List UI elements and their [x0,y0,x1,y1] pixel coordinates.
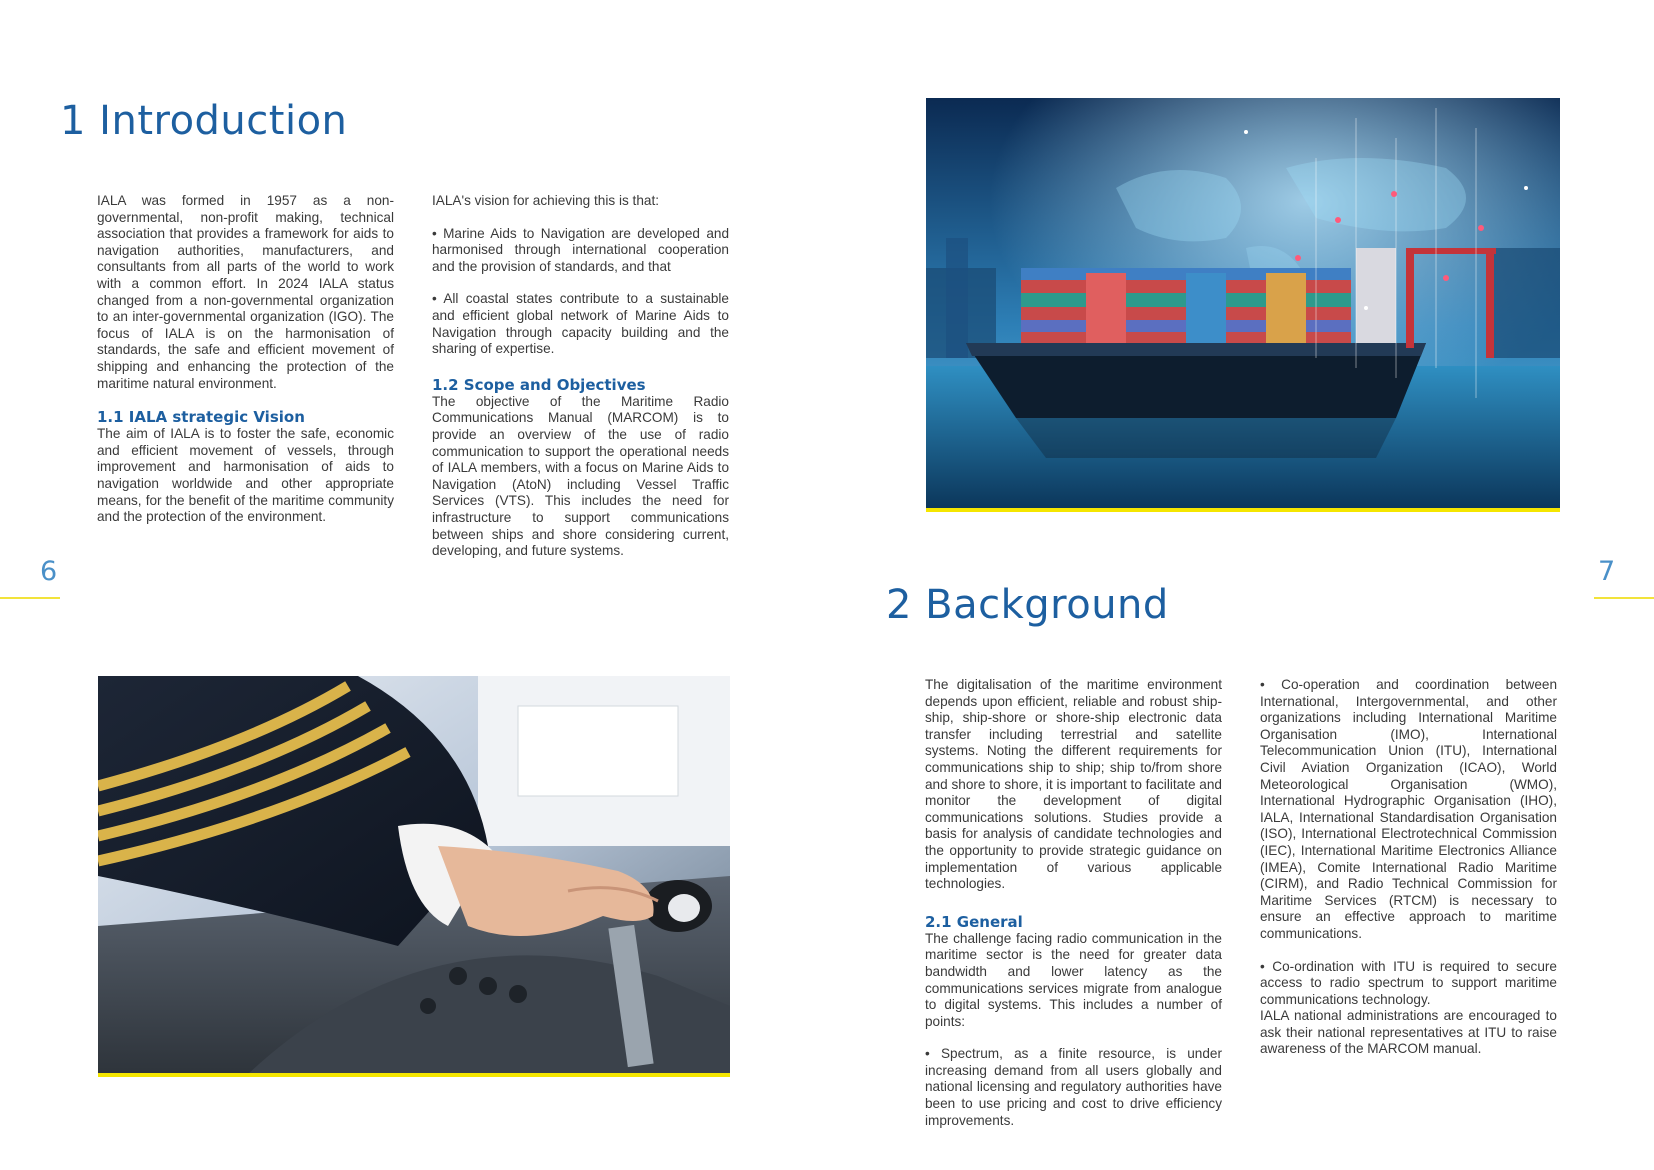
page-title-introduction: 1 Introduction [60,98,348,144]
page-number-rule-left [0,597,60,599]
section-body-1-1: The aim of IALA is to foster the safe, economic and efficient movement of vessels, through improvement and harmonisation of aids to navigation worldwide and other appropriate means, for the benefit of the maritime community and the protection of the environment. [97,426,394,525]
photo-accent-bar [926,508,1560,512]
vision-bullet: • Marine Aids to Navigation are developed and harmonised through international cooperation and the provision of standards, and that [432,225,729,274]
background-intro: The digitalisation of the maritime environment depends upon efficient, reliable and robust ship-ship, ship-shore or shore-ship electronic data transfer including terrestrial and satellite systems. Noting the different requirements for communications ship to ship; ship to/from shore and shore to shore, it is important to facilitate and monitor the development of digital communications solutions. Studies provide a basis for analysis of candidate technologies and the opportunity to provide strategic guidance on implementation of various applicable technologies. [925,677,1222,892]
section-body-1-2: The objective of the Maritime Radio Communications Manual (MARCOM) is to provide an overview of the use of radio communication to support the operational needs of IALA members, with a focus on Marine Aids to Navigation (AtoN) including Vessel Traffic Services (VTS). This includes the need for infrastructure to support communications between ships and shore considering current, developing, and future systems. [432,393,729,559]
page-title-background: 2 Background [886,582,1169,628]
officer-throttle-photo [98,676,730,1074]
section-heading-2-1: 2.1 General [925,912,1023,931]
intro-paragraph: IALA was formed in 1957 as a non-governmental, non-profit making, technical association that provides a framework for aids to navigation authorities, manufacturers, and consultants from all parts of the world to work with a common effort. In 2024 IALA status changed from a non-governmental organization to an inter-governmental organization (IGO). The focus of IALA is on the harmonisation of standards, the safe and efficient movement of shipping and enhancing the protection of the maritime natural environment. [97,193,394,391]
photo-accent-bar [98,1073,730,1077]
section-heading-1-2: 1.2 Scope and Objectives [432,375,646,394]
vision-column [432,193,729,560]
page-number-left: 6 [40,556,58,587]
page-number-rule-right [1594,597,1654,599]
coordination-column [1260,677,1557,1058]
background-bullet: • Spectrum, as a finite resource, is under increasing demand from all users globally and national licensing and regulatory authorities have been to use pricing and cost to drive efficiency improvements. [925,1046,1222,1128]
background-column [925,677,1222,1129]
section-heading-1-1: 1.1 IALA strategic Vision [97,408,305,427]
container-ship-photo [926,98,1560,511]
vision-bullet: • All coastal states contribute to a sustainable and efficient global network of Marine Aids to Navigation through capacity building and the sharing of expertise. [432,291,729,357]
background-bullet: • Co-operation and coordination between International, Intergovernmental, and other organizations including International Maritime Organisation (IMO), International Telecommunication Union (ITU), International Civil Aviation Organization (ICAO), World Meteorological Organisation (WMO), International Hydrographic Organisation (IHO), IALA, International Standardisation Organisation (ISO), International Electrotechnical Commission (IEC), International Maritime Electronics Alliance (IMEA), Comite International Radio Maritime (CIRM), and Radio Technical Commission for Maritime Services (RTCM) is necessary to ensure an effective approach to maritime communications. [1260,677,1557,941]
background-bullet: • Co-ordination with ITU is required to secure access to radio spectrum to support maritime communications technology. [1260,958,1557,1007]
closing-paragraph: IALA national administrations are encouraged to ask their national representatives at ITU to raise awareness of the MARCOM manual. [1260,1008,1557,1057]
vision-intro: IALA's vision for achieving this is that: [432,193,659,208]
section-body-2-1: The challenge facing radio communication in the maritime sector is the need for greater data bandwidth and lower latency as the communications services migrate from analogue to digital systems. This includes a number of points: [925,930,1222,1029]
intro-column [97,193,394,526]
page-number-right: 7 [1598,556,1616,587]
